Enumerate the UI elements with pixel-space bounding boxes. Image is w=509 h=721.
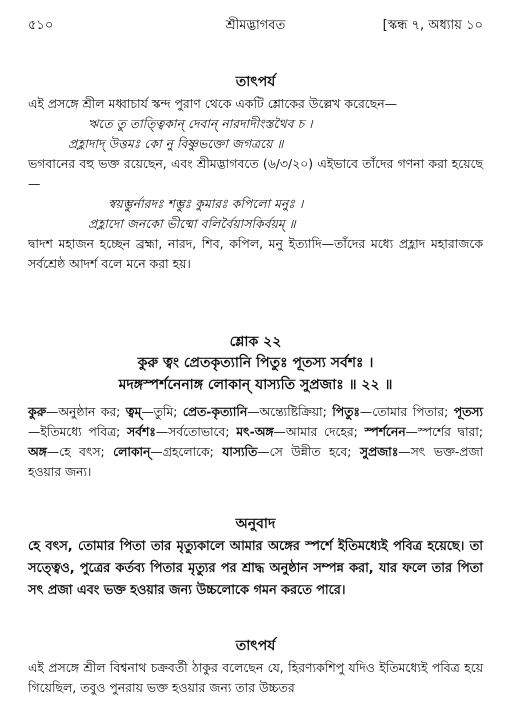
synonym-word: ত্বম্ [125,405,142,419]
sloka-heading: শ্লোক ২২ [229,334,282,350]
synonym-meaning: —গ্রহলোকে; [150,445,223,459]
synonym-word: সুপ্রজাঃ [359,445,399,459]
purport-heading: তাৎপর্য [235,74,276,90]
synonyms [28,402,483,482]
synonym-meaning: —সর্বতোভাবে; [155,425,237,439]
synonym-word: পূতস্য [453,405,483,419]
synonym-meaning: —আমার দেহের; [273,425,365,439]
synonym-meaning: —অন্ত্যেষ্টিক্রিয়া; [247,405,333,419]
synonym-word: কুরু [28,405,47,419]
section-reference: [স্কন্ধ ৭, অধ্যায় ১০ [382,18,483,33]
book-title: শ্রীমদ্ভাগবত [225,18,286,33]
sloka-line: মদঙ্গস্পর্শনেনাঙ্গ লোকান্ যাস্যতি সুপ্রজাঃ ॥ ২২ ॥ [118,377,393,393]
synonym-meaning: —ইতিমধ্যে পবিত্র; [28,425,127,439]
page-number: ৫১০ [28,18,54,33]
translation-heading: অনুবাদ [235,516,276,532]
purport-paragraph: দ্বাদশ মহাজন হচ্ছেন ব্রহ্মা, নারদ, শিব, কপিল, মনু ইত্যাদি—তাঁদের মধ্যে প্রহ্লাদ মহারাজকে সর্বশ্রেষ্ঠ আদর্শ বলে মনে করা হয়। [28,236,483,271]
synonym-word: সর্বশঃ [127,425,156,439]
running-header [28,16,483,38]
purport-paragraph: এই প্রসঙ্গে শ্রীল বিশ্বনাথ চক্রবর্তী ঠাকুর বলেছেন যে, হিরণ্যকশিপু যদিও ইতিমধ্যেই পবিত্র হয়ে গিয়েছিল, তবুও পুনরায় ভক্ত হওয়ার জন্য তার উচ্চতর [28,660,483,695]
synonym-word: অঙ্গ [28,445,47,459]
purport-body [28,94,483,274]
synonym-meaning: —তোমার পিতার; [359,405,454,419]
synonym-word: প্রেত-কৃত্যানি [182,405,248,419]
sloka-text [28,352,483,396]
synonym-meaning: —তুমি; [141,405,183,419]
synonym-word: লোকান্ [113,445,151,459]
synonym-word: স্পর্শনেন [364,425,406,439]
synonym-meaning: —সে উন্নীত হবে; [257,445,360,459]
synonym-meaning: —অনুষ্ঠান কর; [46,405,126,419]
sloka-line: কুরু ত্বং প্রেতকৃত্যানি পিতুঃ পূতস্য সর্বশঃ । [137,355,374,371]
synonym-word: পিতুঃ [332,405,360,419]
purport-heading: তাৎপর্য [235,638,276,654]
quoted-verse-line: স্বয়ম্ভুর্নারদঃ শম্ভুঃ কুমারঃ কপিলো মনুঃ । [108,196,304,211]
synonym-meaning: —স্পর্শের দ্বারা; [405,425,483,439]
synonym-meaning: —সৎ ভক্ত-প্রজা হওয়ার জন্য। [28,445,484,479]
synonym-meaning: —হে বৎস; [46,445,114,459]
synonym-word: মৎ-অঙ্গ [236,425,274,439]
quoted-verse-line: ঋতে তু তাত্ত্বিকান্ দেবান্ নারদাদীংস্তথৈব চ । [88,116,313,131]
quoted-verse-line: প্রহ্লাদো জনকো ভীষ্মো বলির্বৈয়াসকির্বয়ম্ ॥ [88,216,296,231]
synonym-word: যাস্যতি [222,445,258,459]
translation-text: হে বৎস, তোমার পিতা তার মৃত্যুকালে আমার অঙ্গের স্পর্শে ইতিমধ্যেই পবিত্র হয়েছে। তা সত্ত্বেও, পুত্রের কর্তব্য পিতার মৃত্যুর পর শ্রাদ্ধ অনুষ্ঠান সম্পন্ন করা, যার ফলে তার পিতা সৎ প্রজা এবং ভক্ত হওয়ার জন্য উচ্চলোকে গমন করতে পারে। [28,539,483,598]
purport-intro: এই প্রসঙ্গে শ্রীল মধ্বাচার্য স্কন্দ পুরাণ থেকে একটি শ্লোকের উল্লেখ করেছেন— [28,96,398,111]
purport-paragraph: ভগবানের বহু ভক্ত রয়েছেন, এবং শ্রীমদ্ভাগবতে (৬/৩/২০) এইভাবে তাঁদের গণনা করা হয়েছে— [28,156,483,191]
quoted-verse-line: প্রহ্লাদাদ্ উত্তমঃ কো নু বিষ্ণুভক্তো জগত্রয়ে ॥ [68,136,284,151]
